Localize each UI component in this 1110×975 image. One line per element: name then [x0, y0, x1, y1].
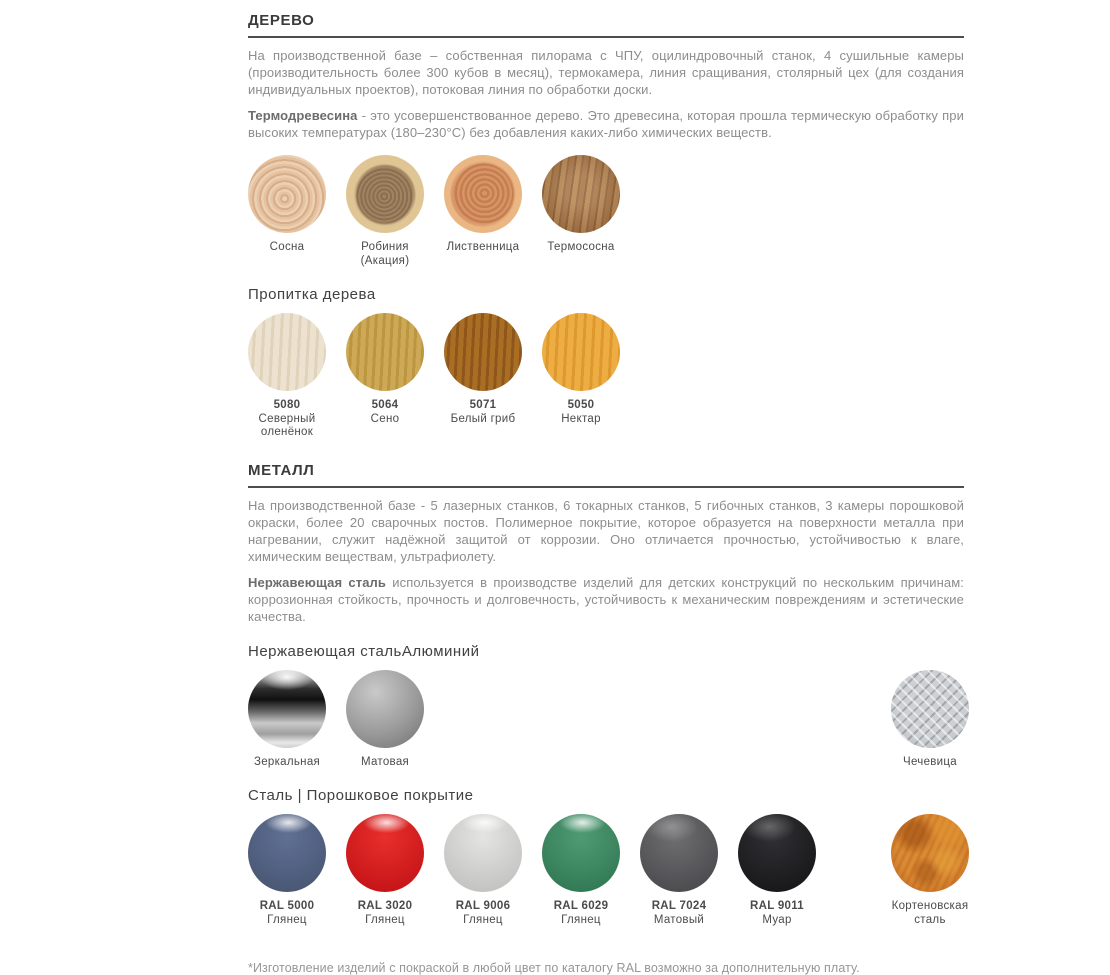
stainless-subtitle: Нержавеющая сталь — [248, 642, 402, 660]
stain-5071-swatch-image — [444, 313, 522, 391]
stain-5071-code: 5071 — [469, 399, 497, 411]
ral-9006-finish: Глянец — [463, 913, 503, 926]
stain-5064-name: Сено — [370, 412, 400, 425]
metal-section — [248, 461, 969, 928]
robinia-swatch-label: Робиния (Акация) — [360, 241, 410, 267]
swatch-matte-steel — [336, 670, 434, 770]
swatch-mirror-steel — [238, 670, 336, 770]
swatch-ral-7024 — [630, 814, 728, 927]
matte-steel-swatch-image — [346, 670, 424, 748]
larch-swatch-label: Лиственница — [446, 241, 520, 253]
metal-section-title: МЕТАЛЛ — [248, 461, 315, 479]
metal-section-divider — [248, 486, 964, 488]
ral-5000-swatch-image — [248, 814, 326, 892]
swatch-aluminum-checker — [882, 670, 978, 770]
ral-9006-label — [456, 900, 511, 927]
stainless-term: Нержавеющая сталь — [248, 574, 387, 590]
ral-6029-label — [554, 900, 609, 927]
swatch-ral-5000 — [238, 814, 336, 927]
matte-steel-label: Матовая — [360, 755, 410, 768]
corten-label: Кортеновская сталь — [891, 900, 969, 926]
swatch-thermopine — [532, 155, 630, 268]
swatch-stain-5080 — [238, 313, 336, 440]
wood-intro-text: На производственной базе – собственная пилорама с ЧПУ, оцилиндровочный станок, 4 сушильные камеры (производительность более 300 кубов в месяц), термокамера, линия сращивания, столярный цех (для создания индивидуальных проектов), потоковая линия по обработки доски. — [248, 48, 964, 97]
stainless-text: используется в производстве изделий для детских конструкций по нескольким причинам: коррозионная стойкость, прочность и долговечность, устойчивость к механическим повреждениям и эстетические качества. — [248, 574, 964, 624]
ral-5000-label — [260, 900, 315, 927]
wood-species-row — [238, 155, 964, 268]
mirror-steel-swatch-image — [248, 670, 326, 748]
catalog-page — [248, 0, 969, 975]
stain-5071-name: Белый гриб — [450, 412, 516, 425]
aluminum-checker-swatch-image — [891, 670, 969, 748]
wood-section — [248, 12, 964, 440]
ral-3020-swatch-image — [346, 814, 424, 892]
ral-3020-finish: Глянец — [365, 913, 405, 926]
ral-footnote: *Изготовление изделий с покраской в любой цвет по каталогу RAL возможно за дополнительную плату. — [248, 961, 860, 975]
ral-7024-finish: Матовый — [653, 913, 705, 926]
corten-swatch-image — [891, 814, 969, 892]
thermopine-swatch-label: Термососна — [547, 241, 615, 253]
stain-5080-name: Северный оленёнок — [258, 412, 316, 438]
ral-9006-code: RAL 9006 — [455, 900, 511, 912]
ral-9006-swatch-image — [444, 814, 522, 892]
aluminum-subtitle: Алюминий — [401, 642, 480, 660]
swatch-ral-6029 — [532, 814, 630, 927]
stain-5080-swatch-image — [248, 313, 326, 391]
ral-5000-finish: Глянец — [267, 913, 307, 926]
ral-9011-code: RAL 9011 — [750, 900, 804, 912]
swatch-stain-5071 — [434, 313, 532, 440]
stain-5064-label — [371, 399, 400, 426]
thermowood-paragraph — [248, 107, 964, 141]
ral-7024-swatch-image — [640, 814, 718, 892]
stain-5080-label — [238, 399, 336, 440]
ral-7024-label — [652, 900, 707, 927]
stain-5050-swatch-image — [542, 313, 620, 391]
thermopine-swatch-image — [542, 155, 620, 233]
thermowood-term: Термодревесина — [248, 108, 358, 123]
pine-swatch-label: Сосна — [269, 241, 305, 253]
stainless-row — [238, 670, 964, 770]
powder-coating-row — [238, 814, 969, 927]
ral-6029-code: RAL 6029 — [553, 900, 609, 912]
thermowood-text: - это усовершенствованное дерево. Это древесина, которая прошла термическую обработку при высоких температурах (180–230°С) без добавления каких-либо химических веществ. — [248, 108, 964, 140]
stain-5064-code: 5064 — [371, 399, 399, 411]
stain-5050-name: Нектар — [561, 412, 601, 425]
wood-section-divider — [248, 36, 964, 38]
mirror-steel-label: Зеркальная — [253, 755, 321, 768]
stainless-heading-row — [248, 643, 964, 660]
aluminum-checker-label: Чечевица — [903, 755, 957, 768]
ral-9011-label — [750, 900, 804, 927]
swatch-ral-9006 — [434, 814, 532, 927]
stain-5050-label — [561, 399, 601, 426]
ral-5000-code: RAL 5000 — [259, 900, 315, 912]
stain-5071-label — [451, 399, 516, 426]
ral-6029-swatch-image — [542, 814, 620, 892]
swatch-corten — [882, 814, 978, 927]
swatch-robinia — [336, 155, 434, 268]
metal-intro-paragraph — [248, 497, 964, 565]
stain-5080-code: 5080 — [273, 399, 301, 411]
wood-stain-row — [238, 313, 964, 440]
stain-subtitle: Пропитка дерева — [248, 286, 376, 303]
ral-6029-finish: Глянец — [561, 913, 601, 926]
swatch-larch — [434, 155, 532, 268]
swatch-ral-3020 — [336, 814, 434, 927]
metal-intro-text: На производственной базе - 5 лазерных станков, 6 токарных станков, 5 гибочных станков, 3 камеры порошковой окраски, более 20 сварочных постов. Полимерное покрытие, которое образуется на поверхности металла при нагревании, служит надёжной защитой от коррозии. Оно отличается прочностью, устойчивостью к влаге, химическим веществам, ультрафиолету. — [248, 497, 964, 564]
stain-5064-swatch-image — [346, 313, 424, 391]
wood-section-title: ДЕРЕВО — [248, 12, 315, 29]
ral-9011-swatch-image — [738, 814, 816, 892]
stain-5050-code: 5050 — [567, 399, 595, 411]
robinia-swatch-image — [346, 155, 424, 233]
swatch-ral-9011 — [728, 814, 826, 927]
ral-3020-code: RAL 3020 — [357, 900, 413, 912]
swatch-stain-5050 — [532, 313, 630, 440]
swatch-pine — [238, 155, 336, 268]
ral-7024-code: RAL 7024 — [651, 900, 707, 912]
ral-3020-label — [358, 900, 413, 927]
swatch-stain-5064 — [336, 313, 434, 440]
larch-swatch-image — [444, 155, 522, 233]
pine-swatch-image — [248, 155, 326, 233]
stainless-paragraph — [248, 574, 964, 625]
powder-coating-subtitle: Сталь | Порошковое покрытие — [248, 787, 474, 804]
wood-intro-paragraph — [248, 47, 964, 98]
ral-9011-finish: Муар — [762, 913, 792, 926]
